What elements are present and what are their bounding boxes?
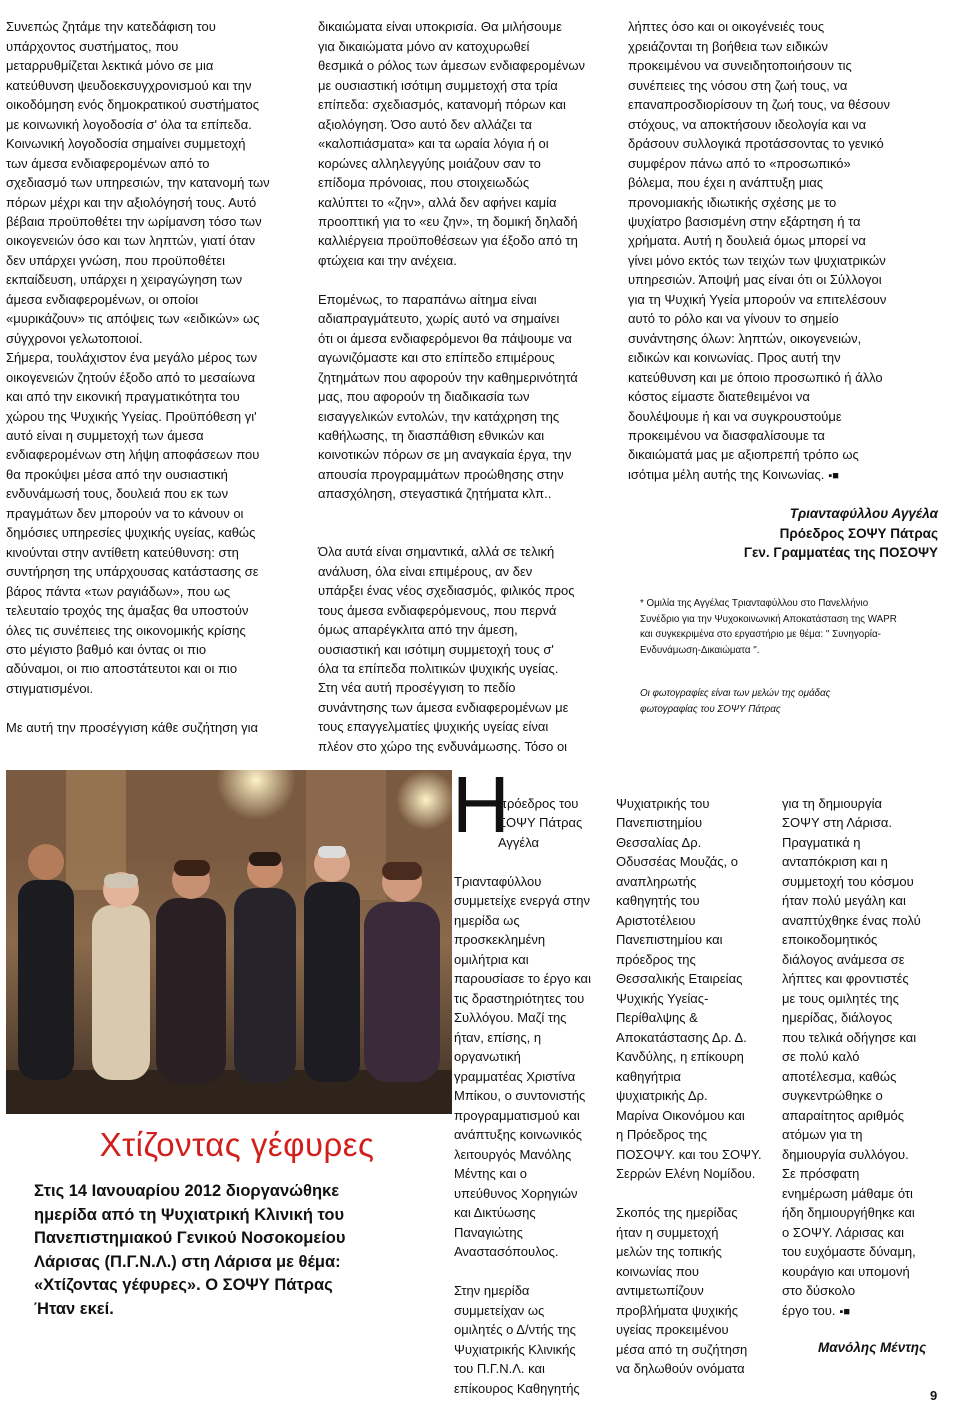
end-of-article-mark: ▪■ — [839, 1305, 850, 1318]
article-paragraph: Συνεπώς ζητάμε την κατεδάφιση του υπάρχοντος συστήματος, που μεταρρυθμίζεται λεκτικά μόνο σε μια κατεύθυνση ψευδοεκσυγχρονισμού και την οικοδόμηση ενός δημοκρατικού συστήματος με κοινωνική λογοδοσία σ' όλα τα επίπεδα. Κοινωνική λογοδοσία σημαίνει συμμετοχή των άμεσα ενδιαφερομένων από το σχεδιασμό των υπηρεσιών, την κατανομή των πόρων μέχρι και την αξιολόγησή τους. Αυτό βέβαια προϋποθέτει την ωρίμανση τόσο των οικογενειών όσο και των ληπτών, γιατί όταν δεν υπάρχει γνώση, που προϋποθέτει εκπαίδευση, υπάρχει η χειραγώγηση των άμεσα ενδιαφερομένων, οι οποίοι «μυρικάζουν» τις απόψεις των «ειδικών» ως σύγχρονοι γελωτοποιοί. Σήμερα, τουλάχιστον ένα μεγάλο μέρος των οικογενειών ζητούν έξοδο από το μεσαίωνα και από την εικονική πραγματικότητα του χώρου της Ψυχικής Υγείας. Προϋπόθεση γι' αυτό είναι η συμμετοχή των άμεσα ενδιαφερομένων στη λήψη αποφάσεων που θα προκύψει μέσα από την ουσιαστική ενδυνάμωσή τους, δουλειά που εκ των πραγμάτων δεν μπορούν να το κάνουν οι δημόσιες υπηρεσίες ψυχικής υγείας, καθώς κινούνται στην αντίθετη κατεύθυνση: στη συντήρηση της υπάρχουσας κατάστασης σε βάρος πάντα «των ραγιάδων», που ως τελευταίο τροχός της άμαξας θα υποστούν όλες τις συνέπειες της οικονομικής κρίσης στο μέγιστο βαθμό και όντας οι πιο αδύναμοι, οι πιο αποστάτευτοι και οι πιο στιγματισμένοι. — [6, 19, 270, 696]
callout-title: Χτίζοντας γέφυρες — [99, 1126, 375, 1163]
event-article-column-2 — [616, 774, 776, 1398]
page-number: 9 — [930, 1388, 938, 1403]
article-column-2 — [318, 0, 618, 776]
article-paragraph: Ψυχιατρικής του Πανεπιστημίου Θεσσαλίας Δρ. Οδυσσέας Μουζάς, ο αναπληρωτής καθηγητής του Αριστοτέλειου Πανεπιστημίου και πρόεδρος της Θεσσαλικής Εταιρείας Ψυχικής Υγείας- Περίθαλψης & Αποκατάστασης Δρ. Δ. Κανδύλης, η επίκουρη καθηγήτρια ψυχιατρικής Δρ. Μαρίνα Οικονόμου και η Πρόεδρος της ΠΟΣΟΨΥ. και του ΣΟΨΥ. Σερρών Ελένη Νομίδου. — [616, 795, 762, 1181]
article-paragraph-head: πρόεδρος του ΣΟΨΥ Πάτρας Αγγέλα — [498, 795, 583, 850]
callout-body: Στις 14 Ιανουαρίου 2012 διοργανώθηκε ημερίδα από τη Ψυχιατρική Κλινική του Πανεπιστημιακού Γενικού Νοσοκομείου Λάρισας (Π.Γ.Ν.Λ.) στη Λάρισα με θέμα: «Χτίζοντας γέφυρες». Ο ΣΟΨΥ Πάτρας Ήταν εκεί. — [34, 1182, 346, 1318]
article-paragraph: Όλα αυτά είναι σημαντικά, αλλά σε τελική ανάλυση, όλα είναι επιμέρους, αν δεν υπάρξει ένας νέος σχεδιασμός, φιλικός προς τους άμεσα ενδιαφερόμενους, που περνά όμως απαρέγκλιτα από την άμεση, ουσιαστική και ισότιμη συμμετοχή τους σ' όλα τα επίπεδα πολιτικών ψυχικής υγείας. Στη νέα αυτή προσέγγιση το πεδίο συνάντησης των άμεσα ενδιαφερομένων με τους επαγγελματίες ψυχικής υγείας είναι πλέον στο χώρο της ενδυνάμωσης. Τόσο οι — [318, 544, 575, 754]
drop-cap: Η — [452, 760, 510, 849]
end-of-article-mark: ▪■ — [828, 469, 839, 482]
article-paragraph: Επομένως, το παραπάνω αίτημα είναι αδιαπραγμάτευτο, χωρίς αυτό να σημαίνει ότι οι άμεσα ενδιαφερόμενοι θα πάψουμε να αγωνιζόμαστε και στο επίπεδο επιμέρους ζητημάτων που αφορούν την καθημερινότητά μας, που αφορούν τη διαδικασία των εισαγγελικών εντολών, την κατάχρηση της καθήλωσης, τη διασπάθιση εθνικών και κοινοτικών πόρων σε μη αναγκαία έργα, την απουσία προγραμμάτων προώθησης στην απασχόληση, στεγαστικά ζητήματα κλπ.. — [318, 291, 578, 502]
signature-role: Πρόεδρος ΣΟΨΥ Πάτρας — [779, 525, 938, 541]
photo-credit: Οι φωτογραφίες είναι των μελών της ομάδας φωτογραφίας του ΣΟΨΥ Πάτρας — [640, 688, 831, 715]
signature-role: Γεν. Γραμματέας της ΠΟΣΟΨΥ — [743, 545, 938, 560]
article-paragraph: Τριανταφύλλου συμμετείχε ενεργά στην ημερίδα ως προσκεκλημένη ομιλήτρια και παρουσίασε το έργο και τις δραστηριότητες του Συλλόγου. Μαζί της ήταν, επίσης, η οργανωτική γραμματέας Χριστίνα Μπίκου, ο συντονιστής προγραμματισμού και ανάπτυξης κοινωνικός λειτουργός Μανόλης Μέντης και ο υπεύθυνος Χορηγιών και Δικτύωσης Παναγιώτης Αναστασόπουλος. — [454, 873, 591, 1259]
paragraph-text: λήπτες όσο και οι οικογένειές τους χρειάζονται τη βοήθεια των ειδικών προκειμένου να συνειδητοποιήσουν τις συνέπειες της νόσου στη ζωή τους, να επαναπροσδιορίσουν τη ζωή τους, να θέσουν στόχους, να αποκτήσουν ιδεολογία και να δράσουν συλλογικά προτάσσοντας το γενικό συμφέρον πάνω από το «προσωπικό» βόλεμα, που έχει η ανάπτυξη μιας προνομιακής ιδιωτικής σχέσης με το ψυχίατρο βασισμένη στην εξάρτηση ή τα χρήματα. Αυτή η δουλειά όμως μπορεί να γίνει μόνο εκτός των τειχών των ψυχιατρικών υπηρεσιών. Άποψή μας είναι ότι οι Σύλλογοι για τη Ψυχική Υγεία μπορούν να επιτελέσουν αυτό το ρόλο και να γίνουν το σημείο συνάντησης όλων: ληπτών, οικογενειών, ειδικών και κοινωνίας. Προς αυτή την κατεύθυνση και με όποιο προσωπικό ή άλλο κόστος είμαστε διατεθειμένοι να δουλέψουμε ή και να συγκρουστούμε προκειμένου να διασφαλίσουμε τα δικαιώματά μας με αξιοπρεπή τρόπο ως ισότιμα μέλη αυτής της Κοινωνίας. — [628, 19, 890, 482]
footnote: * Ομιλία της Αγγέλας Τριανταφύλλου στο Πανελλήνιο Συνέδριο για την Ψυχοκοινωνική Αποκατάσταση της WAPR και συγκεκριμένα στο εργαστήριο με θέμα: " Συνηγορία- Ενδυνάμωση-Δικαιώματα ". — [640, 598, 897, 656]
article-paragraph — [628, 17, 946, 486]
article-signature — [744, 504, 938, 563]
article-column-3 — [628, 0, 946, 506]
event-callout — [6, 1114, 452, 1376]
event-article-column-1 — [454, 774, 614, 1418]
article-paragraph: Με αυτή την προσέγγιση κάθε συζήτηση για — [6, 719, 258, 735]
article-paragraph: Σκοπός της ημερίδας ήταν η συμμετοχή μελών της τοπικής κοινωνίας που αντιμετωπίζουν προβλήματα ψυχικής υγείας προκειμένου μέσα από τη συζήτηση να δηλωθούν ονόματα — [616, 1205, 748, 1376]
signature-name: Τριανταφύλλου Αγγέλα — [789, 506, 938, 521]
article-paragraph: δικαιώματα είναι υποκρισία. Θα μιλήσουμε για δικαιώματα μόνο αν κατοχυρωθεί θεσμικά ο ρόλος των άμεσων ενδιαφερομένων με ουσιαστική ισότιμη συμμετοχή στα τρία επίπεδα: σχεδιασμός, κατανομή πόρων και αξιολόγηση. Όσο αυτό δεν αλλάζει τα «καλοπιάσματα» και τα ωραία λόγια ή οι κορώνες αλληλεγγύης μοιάζουν σαν το επίδομα πρόνοιας, που στοιχειωδώς καλύπτει το «ζην», αλλά δεν αφήνει καμία προοπτική για το «ευ ζην», τη δομική δηλαδή καλλιέργεια προϋποθέσεων για έξοδο από τη φτώχεια και την ανέχεια. — [318, 19, 586, 268]
article-paragraph — [782, 794, 947, 1323]
paragraph-text: για τη δημιουργία ΣΟΨΥ στη Λάρισα. Πραγματικά η ανταπόκριση και η συμμετοχή του κόσμου ήταν πολύ μεγάλη και αναπτύχθηκε ένας πολύ εποικοδομητικός διάλογος ανάμεσα σε λήπτες και φροντιστές με τους ομιλητές της ημερίδας, διάλογος που τελικά οδήγησε και σε πολύ καλό αποτέλεσμα, καθώς συγκεντρώθηκε ο απαραίτητος αριθμός ατόμων για τη δημιουργία συλλόγου. Σε πρόσφατη ενημέρωση μάθαμε ότι ήδη δημιουργήθηκε και ο ΣΟΨΥ. Λάρισας και του ευχόμαστε δύναμη, κουράγιο και υπομονή στο δύσκολο έργο του. — [782, 795, 921, 1318]
group-photo — [6, 770, 452, 1114]
event-article-column-3 — [782, 774, 947, 1342]
article-author: Μανόλης Μέντης — [818, 1340, 927, 1355]
article-column-1 — [6, 0, 306, 757]
article-paragraph: Στην ημερίδα συμμετείχαν ως ομιλητές ο Δ/ντής της Ψυχιατρικής Κλινικής του Π.Γ.Ν.Λ. και επίκουρος Καθηγητής — [454, 1283, 580, 1396]
